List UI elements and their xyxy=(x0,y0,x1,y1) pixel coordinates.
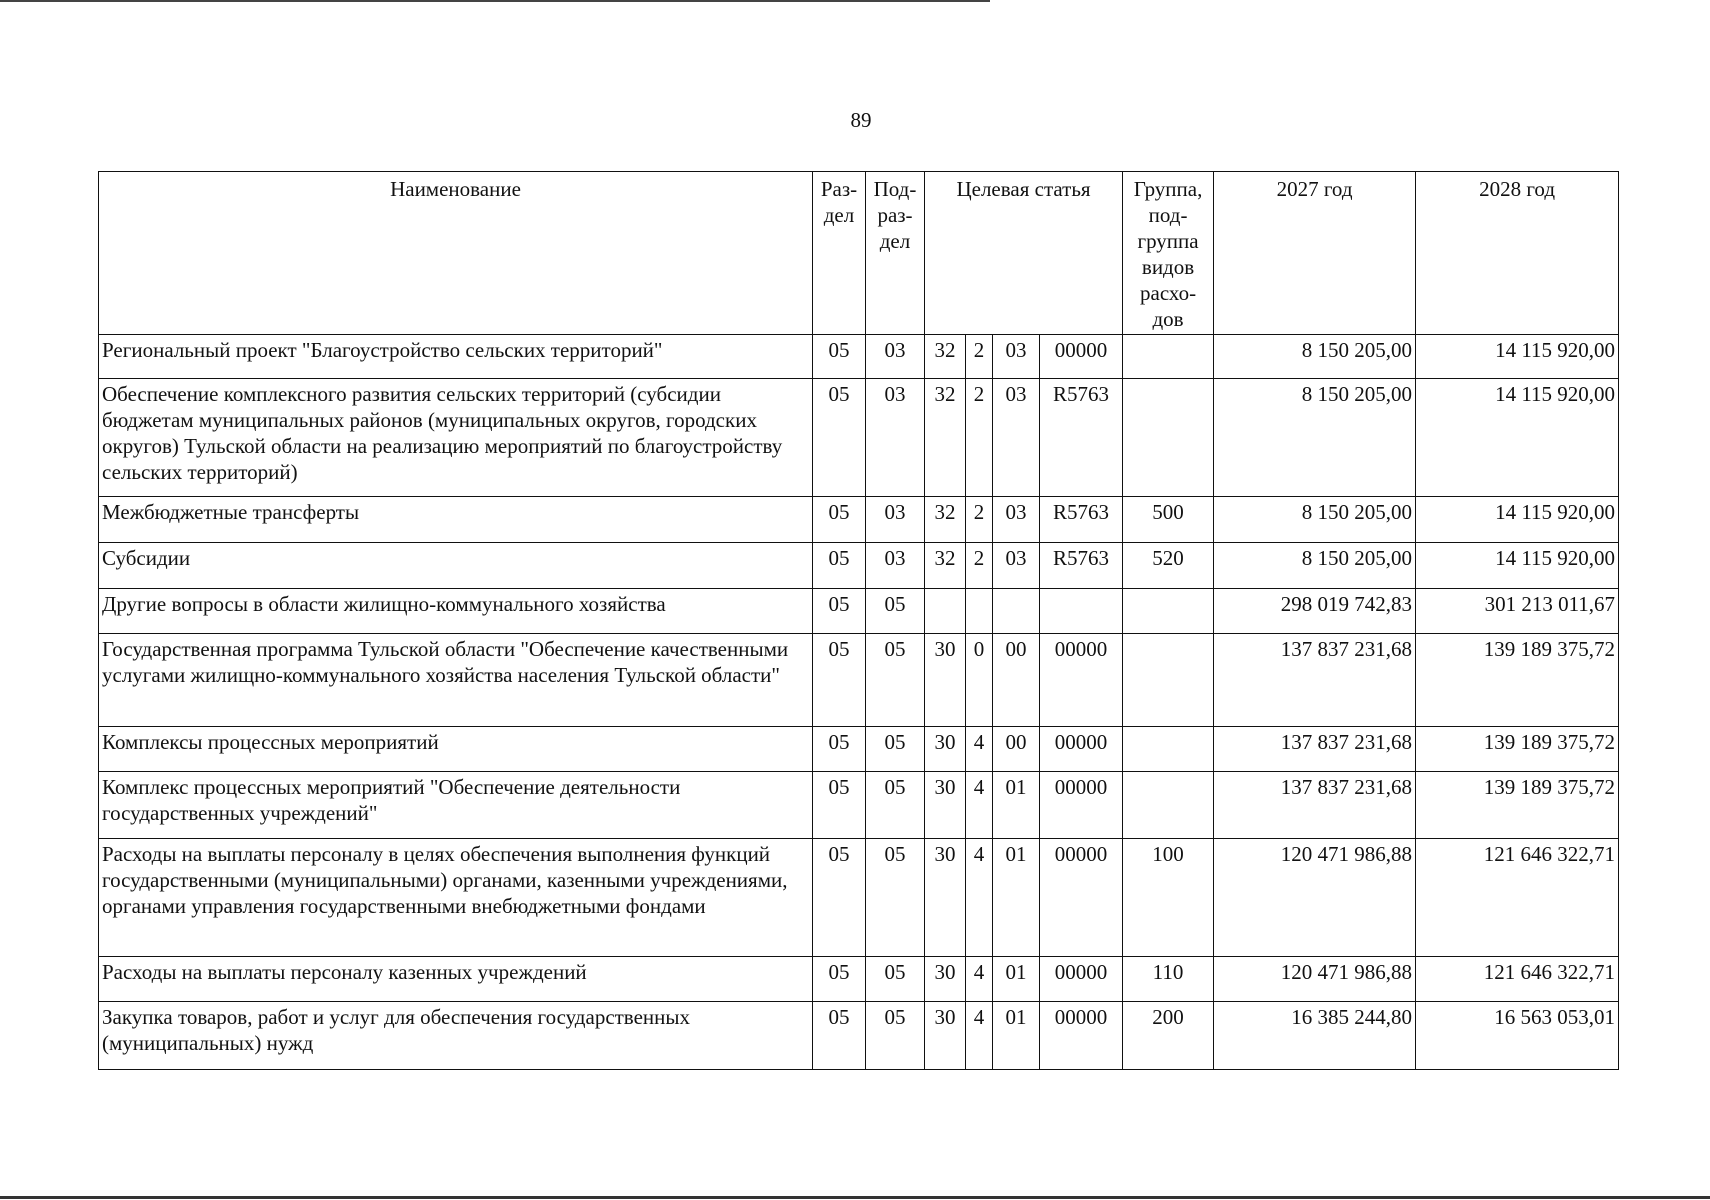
page-number: 89 xyxy=(850,108,872,132)
target-program-cell: 32 xyxy=(925,543,966,589)
razdel-cell: 05 xyxy=(813,772,866,839)
row-name-cell: Государственная программа Тульской области "Обеспечение качественными услугами жилищно-коммунального хозяйства населения Тульской области" xyxy=(99,634,813,727)
table-row xyxy=(99,957,1619,1002)
amount-2027-cell: 8 150 205,00 xyxy=(1214,379,1416,497)
target-direction-cell: 00000 xyxy=(1040,335,1123,379)
expense-group-cell xyxy=(1123,634,1214,727)
expense-group-cell: 100 xyxy=(1123,839,1214,957)
target-direction-cell: R5763 xyxy=(1040,543,1123,589)
amount-2027-cell: 137 837 231,68 xyxy=(1214,634,1416,727)
expense-group-cell xyxy=(1123,772,1214,839)
podrazdel-cell: 05 xyxy=(866,634,925,727)
target-subprogram-cell: 0 xyxy=(966,634,993,727)
target-subprogram-cell: 2 xyxy=(966,543,993,589)
amount-2027-cell: 298 019 742,83 xyxy=(1214,589,1416,634)
razdel-cell: 05 xyxy=(813,335,866,379)
amount-2027-cell: 16 385 244,80 xyxy=(1214,1002,1416,1070)
podrazdel-cell: 05 xyxy=(866,772,925,839)
row-name-cell: Комплексы процессных мероприятий xyxy=(99,727,813,772)
target-program-cell: 32 xyxy=(925,497,966,543)
razdel-cell: 05 xyxy=(813,727,866,772)
target-subprogram-cell: 2 xyxy=(966,335,993,379)
expense-group-cell: 110 xyxy=(1123,957,1214,1002)
target-event-cell: 01 xyxy=(993,839,1040,957)
target-event-cell: 01 xyxy=(993,957,1040,1002)
row-name-cell: Расходы на выплаты персоналу в целях обеспечения выполнения функций государственными (муниципальными) органами, казенными учреждениями, органами управления государственными внебюджетными фондами xyxy=(99,839,813,957)
table-row xyxy=(99,589,1619,634)
expense-group-cell xyxy=(1123,727,1214,772)
header-target-article: Целевая статья xyxy=(925,172,1123,335)
target-program-cell: 32 xyxy=(925,335,966,379)
target-direction-cell: R5763 xyxy=(1040,379,1123,497)
expense-group-cell: 200 xyxy=(1123,1002,1214,1070)
amount-2028-cell: 14 115 920,00 xyxy=(1416,335,1619,379)
header-razdel: Раз- дел xyxy=(813,172,866,335)
target-direction-cell: 00000 xyxy=(1040,1002,1123,1070)
razdel-cell: 05 xyxy=(813,839,866,957)
table-row xyxy=(99,1002,1619,1070)
row-name-cell: Обеспечение комплексного развития сельских территорий (субсидии бюджетам муниципальных районов (муниципальных округов, городских округов) Тульской области на реализацию мероприятий по благоустройству сельских территорий) xyxy=(99,379,813,497)
expense-group-cell xyxy=(1123,379,1214,497)
razdel-cell: 05 xyxy=(813,1002,866,1070)
target-subprogram-cell xyxy=(966,589,993,634)
header-year-2027: 2027 год xyxy=(1214,172,1416,335)
amount-2027-cell: 120 471 986,88 xyxy=(1214,839,1416,957)
row-name-cell: Расходы на выплаты персоналу казенных учреждений xyxy=(99,957,813,1002)
target-subprogram-cell: 4 xyxy=(966,772,993,839)
header-name: Наименование xyxy=(99,172,813,335)
target-event-cell xyxy=(993,589,1040,634)
target-event-cell: 03 xyxy=(993,335,1040,379)
target-program-cell: 30 xyxy=(925,1002,966,1070)
amount-2027-cell: 8 150 205,00 xyxy=(1214,543,1416,589)
target-direction-cell: 00000 xyxy=(1040,772,1123,839)
target-program-cell: 30 xyxy=(925,727,966,772)
expense-group-cell: 500 xyxy=(1123,497,1214,543)
budget-table xyxy=(98,171,1619,1070)
expense-group-cell xyxy=(1123,335,1214,379)
razdel-cell: 05 xyxy=(813,589,866,634)
target-subprogram-cell: 2 xyxy=(966,497,993,543)
podrazdel-cell: 03 xyxy=(866,335,925,379)
target-event-cell: 03 xyxy=(993,543,1040,589)
target-program-cell: 30 xyxy=(925,839,966,957)
amount-2027-cell: 137 837 231,68 xyxy=(1214,772,1416,839)
target-subprogram-cell: 4 xyxy=(966,839,993,957)
target-event-cell: 03 xyxy=(993,497,1040,543)
podrazdel-cell: 03 xyxy=(866,379,925,497)
expense-group-cell: 520 xyxy=(1123,543,1214,589)
amount-2027-cell: 137 837 231,68 xyxy=(1214,727,1416,772)
table-row xyxy=(99,634,1619,727)
razdel-cell: 05 xyxy=(813,379,866,497)
target-program-cell: 30 xyxy=(925,957,966,1002)
table-row xyxy=(99,772,1619,839)
table-row xyxy=(99,379,1619,497)
podrazdel-cell: 05 xyxy=(866,727,925,772)
amount-2028-cell: 139 189 375,72 xyxy=(1416,772,1619,839)
amount-2027-cell: 120 471 986,88 xyxy=(1214,957,1416,1002)
amount-2028-cell: 301 213 011,67 xyxy=(1416,589,1619,634)
row-name-cell: Субсидии xyxy=(99,543,813,589)
table-body xyxy=(99,335,1619,1070)
table-row xyxy=(99,497,1619,543)
row-name-cell: Межбюджетные трансферты xyxy=(99,497,813,543)
target-subprogram-cell: 4 xyxy=(966,1002,993,1070)
razdel-cell: 05 xyxy=(813,957,866,1002)
target-program-cell xyxy=(925,589,966,634)
target-program-cell: 30 xyxy=(925,772,966,839)
amount-2028-cell: 14 115 920,00 xyxy=(1416,379,1619,497)
razdel-cell: 05 xyxy=(813,543,866,589)
podrazdel-cell: 03 xyxy=(866,543,925,589)
table-row xyxy=(99,727,1619,772)
podrazdel-cell: 05 xyxy=(866,589,925,634)
amount-2028-cell: 139 189 375,72 xyxy=(1416,727,1619,772)
table-row xyxy=(99,543,1619,589)
amount-2028-cell: 121 646 322,71 xyxy=(1416,957,1619,1002)
target-event-cell: 00 xyxy=(993,727,1040,772)
header-year-2028: 2028 год xyxy=(1416,172,1619,335)
target-subprogram-cell: 4 xyxy=(966,727,993,772)
amount-2027-cell: 8 150 205,00 xyxy=(1214,335,1416,379)
amount-2028-cell: 139 189 375,72 xyxy=(1416,634,1619,727)
target-subprogram-cell: 2 xyxy=(966,379,993,497)
target-event-cell: 00 xyxy=(993,634,1040,727)
target-direction-cell xyxy=(1040,589,1123,634)
target-subprogram-cell: 4 xyxy=(966,957,993,1002)
table-row xyxy=(99,335,1619,379)
target-direction-cell: 00000 xyxy=(1040,727,1123,772)
header-podrazdel: Под- раз- дел xyxy=(866,172,925,335)
target-direction-cell: 00000 xyxy=(1040,957,1123,1002)
amount-2028-cell: 14 115 920,00 xyxy=(1416,543,1619,589)
target-event-cell: 01 xyxy=(993,772,1040,839)
target-event-cell: 03 xyxy=(993,379,1040,497)
podrazdel-cell: 05 xyxy=(866,1002,925,1070)
target-program-cell: 32 xyxy=(925,379,966,497)
razdel-cell: 05 xyxy=(813,634,866,727)
razdel-cell: 05 xyxy=(813,497,866,543)
podrazdel-cell: 03 xyxy=(866,497,925,543)
row-name-cell: Региональный проект "Благоустройство сельских территорий" xyxy=(99,335,813,379)
row-name-cell: Другие вопросы в области жилищно-коммунального хозяйства xyxy=(99,589,813,634)
row-name-cell: Комплекс процессных мероприятий "Обеспечение деятельности государственных учреждений" xyxy=(99,772,813,839)
podrazdel-cell: 05 xyxy=(866,839,925,957)
podrazdel-cell: 05 xyxy=(866,957,925,1002)
header-expense-group: Группа, под- группа видов расхо- дов xyxy=(1123,172,1214,335)
table-header-row xyxy=(99,172,1619,335)
amount-2028-cell: 14 115 920,00 xyxy=(1416,497,1619,543)
scan-edge-top xyxy=(0,0,990,2)
amount-2027-cell: 8 150 205,00 xyxy=(1214,497,1416,543)
expense-group-cell xyxy=(1123,589,1214,634)
scan-edge-bottom xyxy=(0,1196,1710,1199)
target-direction-cell: R5763 xyxy=(1040,497,1123,543)
row-name-cell: Закупка товаров, работ и услуг для обеспечения государственных (муниципальных) нужд xyxy=(99,1002,813,1070)
target-event-cell: 01 xyxy=(993,1002,1040,1070)
target-program-cell: 30 xyxy=(925,634,966,727)
table-row xyxy=(99,839,1619,957)
amount-2028-cell: 16 563 053,01 xyxy=(1416,1002,1619,1070)
target-direction-cell: 00000 xyxy=(1040,634,1123,727)
amount-2028-cell: 121 646 322,71 xyxy=(1416,839,1619,957)
target-direction-cell: 00000 xyxy=(1040,839,1123,957)
